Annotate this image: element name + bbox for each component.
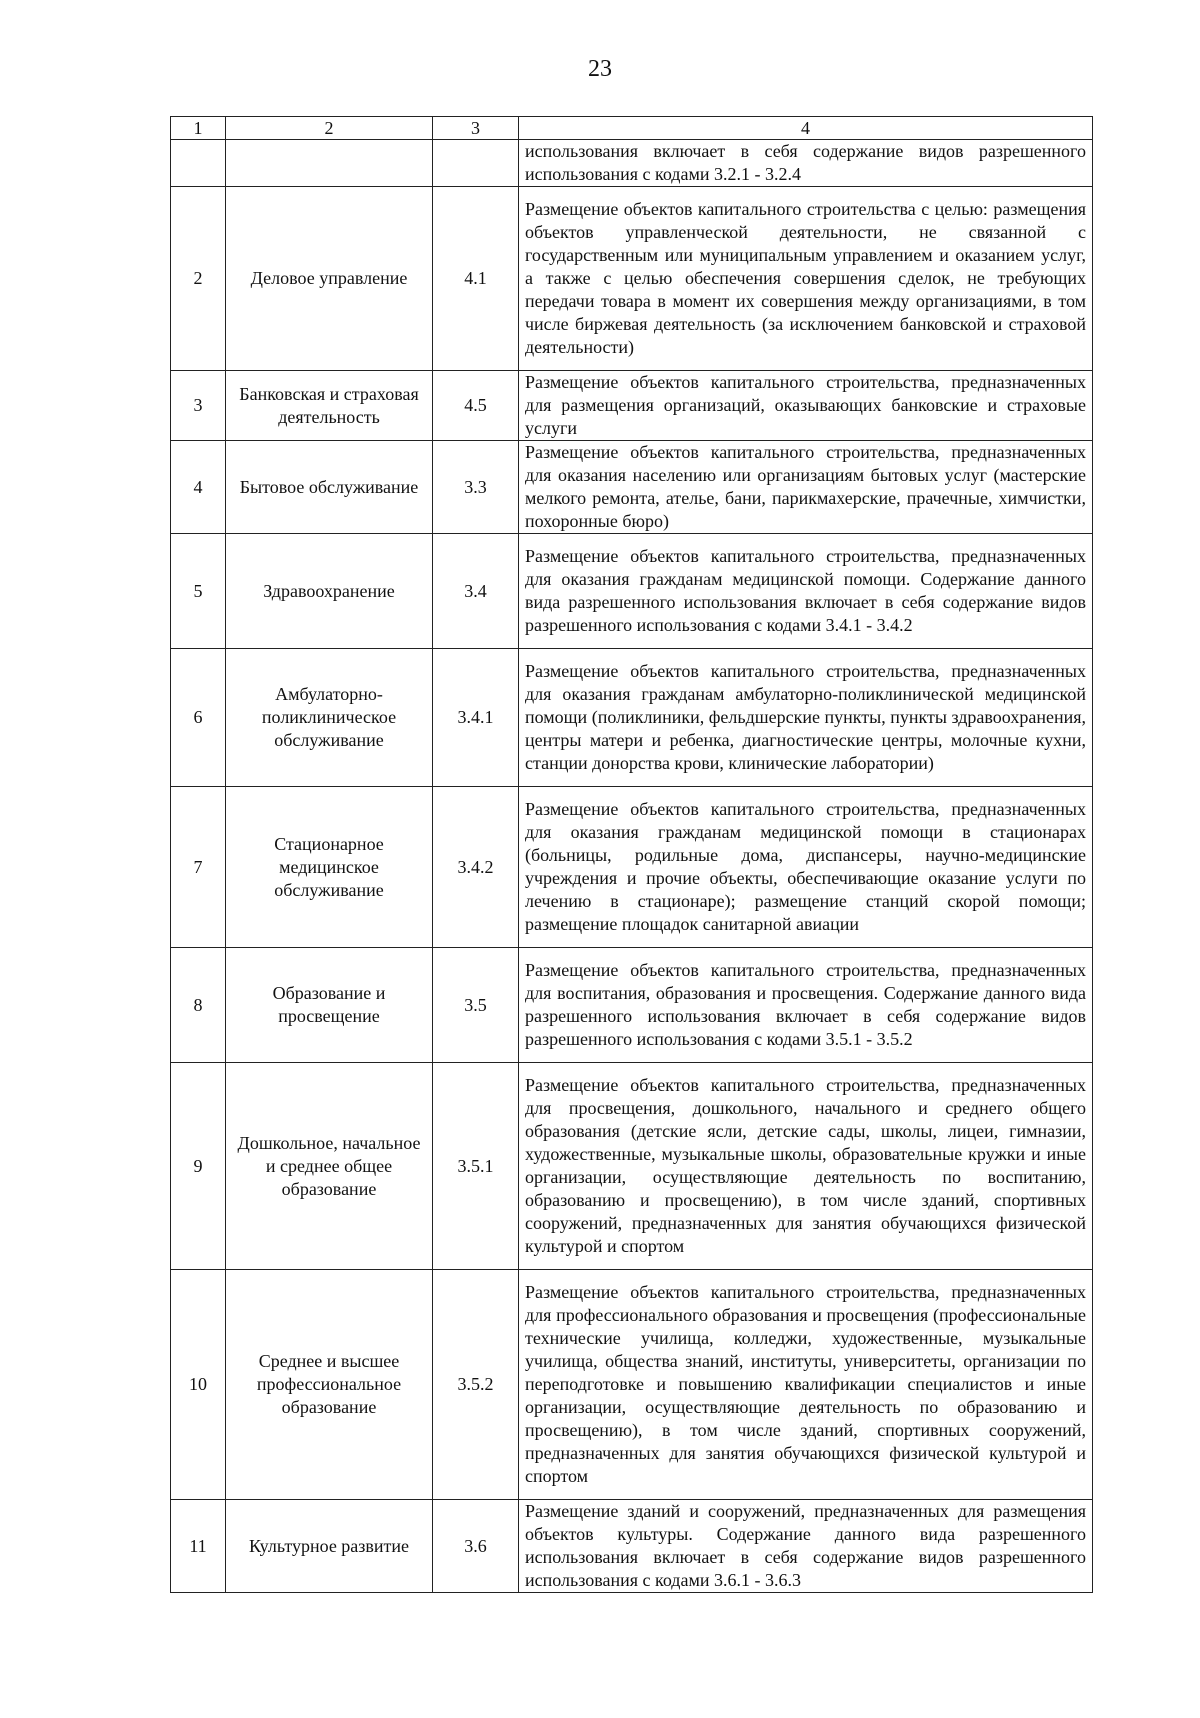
row-number: 6 (171, 649, 226, 787)
use-type-description: Размещение объектов капитального строительства, предназначенных для профессионального образования и просвещения (профессиональные технические училища, колледжи, художественные, музыкальные училища, общества знаний, институты, университеты, организации по переподготовке и повышению квалификации специалистов и иные организации, осуществляющие деятельность по образованию и просвещению), в том числе зданий, спортивных сооружений, предназначенных для занятия обучающихся физической культурой и спортом (519, 1270, 1093, 1500)
row-number: 4 (171, 441, 226, 534)
use-type-description: Размещение объектов капитального строительства, предназначенных для воспитания, образования и просвещения. Содержание данного вида разрешенного использования включает в себя содержание видов разрешенного использования с кодами 3.5.1 - 3.5.2 (519, 948, 1093, 1063)
header-col-2: 2 (226, 117, 433, 140)
row-number: 9 (171, 1063, 226, 1270)
use-type-code: 4.5 (433, 371, 519, 441)
table-row (171, 948, 1093, 1063)
use-type-name: Культурное развитие (226, 1500, 433, 1593)
table-row (171, 534, 1093, 649)
use-type-code (433, 140, 519, 187)
table-row (171, 1500, 1093, 1593)
row-number: 7 (171, 787, 226, 948)
row-number: 2 (171, 187, 226, 371)
use-type-description: Размещение зданий и сооружений, предназначенных для размещения объектов культуры. Содержание данного вида разрешенного использования включает в себя содержание видов разрешенного использования с кодами 3.6.1 - 3.6.3 (519, 1500, 1093, 1593)
row-number (171, 140, 226, 187)
table-header (171, 117, 1093, 140)
table-header-row (171, 117, 1093, 140)
land-use-table (170, 116, 1093, 1593)
table-row (171, 1270, 1093, 1500)
use-type-name (226, 140, 433, 187)
table-row (171, 441, 1093, 534)
header-col-1: 1 (171, 117, 226, 140)
use-type-name: Образование и просвещение (226, 948, 433, 1063)
use-type-code: 3.3 (433, 441, 519, 534)
use-type-code: 3.4 (433, 534, 519, 649)
use-type-name: Дошкольное, начальное и среднее общее образование (226, 1063, 433, 1270)
header-col-3: 3 (433, 117, 519, 140)
table-row (171, 140, 1093, 187)
row-number: 11 (171, 1500, 226, 1593)
use-type-description: Размещение объектов капитального строительства с целью: размещения объектов управленческой деятельности, не связанной с государственным или муниципальным управлением и оказанием услуг, а также с целью обеспечения совершения сделок, не требующих передачи товара в момент их совершения между организациями, в том числе биржевая деятельность (за исключением банковской и страховой деятельности) (519, 187, 1093, 371)
use-type-description: использования включает в себя содержание видов разрешенного использования с кодами 3.2.1 - 3.2.4 (519, 140, 1093, 187)
use-type-description: Размещение объектов капитального строительства, предназначенных для оказания гражданам амбулаторно-поликлинической медицинской помощи (поликлиники, фельдшерские пункты, пункты здравоохранения, центры матери и ребенка, диагностические центры, молочные кухни, станции донорства крови, клинические лаборатории) (519, 649, 1093, 787)
header-col-4: 4 (519, 117, 1093, 140)
table-body (171, 140, 1093, 1593)
use-type-code: 3.5 (433, 948, 519, 1063)
use-type-description: Размещение объектов капитального строительства, предназначенных для оказания гражданам медицинской помощи. Содержание данного вида разрешенного использования включает в себя содержание видов разрешенного использования с кодами 3.4.1 - 3.4.2 (519, 534, 1093, 649)
use-type-name: Бытовое обслуживание (226, 441, 433, 534)
use-type-description: Размещение объектов капитального строительства, предназначенных для оказания гражданам медицинской помощи в стационарах (больницы, родильные дома, диспансеры, научно-медицинские учреждения и прочие объекты, обеспечивающие оказание услуги по лечению в стационаре); размещение станций скорой помощи; размещение площадок санитарной авиации (519, 787, 1093, 948)
use-type-name: Среднее и высшее профессиональное образование (226, 1270, 433, 1500)
use-type-name: Стационарное медицинское обслуживание (226, 787, 433, 948)
table-row (171, 371, 1093, 441)
row-number: 10 (171, 1270, 226, 1500)
row-number: 3 (171, 371, 226, 441)
use-type-code: 3.4.2 (433, 787, 519, 948)
use-type-description: Размещение объектов капитального строительства, предназначенных для просвещения, дошкольного, начального и среднего общего образования (детские ясли, детские сады, школы, лицеи, гимназии, художественные, музыкальные школы, образовательные кружки и иные организации, осуществляющие деятельность по воспитанию, образованию и просвещению), в том числе зданий, спортивных сооружений, предназначенных для занятия обучающихся физической культурой и спортом (519, 1063, 1093, 1270)
use-type-name: Здравоохранение (226, 534, 433, 649)
use-type-name: Амбулаторно-поликлиническое обслуживание (226, 649, 433, 787)
use-type-code: 3.5.1 (433, 1063, 519, 1270)
table-row (171, 649, 1093, 787)
table-row (171, 1063, 1093, 1270)
use-type-code: 3.4.1 (433, 649, 519, 787)
page-number: 23 (588, 56, 612, 82)
use-type-code: 3.5.2 (433, 1270, 519, 1500)
use-type-code: 4.1 (433, 187, 519, 371)
use-type-name: Деловое управление (226, 187, 433, 371)
use-type-description: Размещение объектов капитального строительства, предназначенных для оказания населению или организациям бытовых услуг (мастерские мелкого ремонта, ателье, бани, парикмахерские, прачечные, химчистки, похоронные бюро) (519, 441, 1093, 534)
row-number: 8 (171, 948, 226, 1063)
use-type-description: Размещение объектов капитального строительства, предназначенных для размещения организаций, оказывающих банковские и страховые услуги (519, 371, 1093, 441)
table-row (171, 787, 1093, 948)
use-type-code: 3.6 (433, 1500, 519, 1593)
use-type-name: Банковская и страховая деятельность (226, 371, 433, 441)
table-row (171, 187, 1093, 371)
row-number: 5 (171, 534, 226, 649)
